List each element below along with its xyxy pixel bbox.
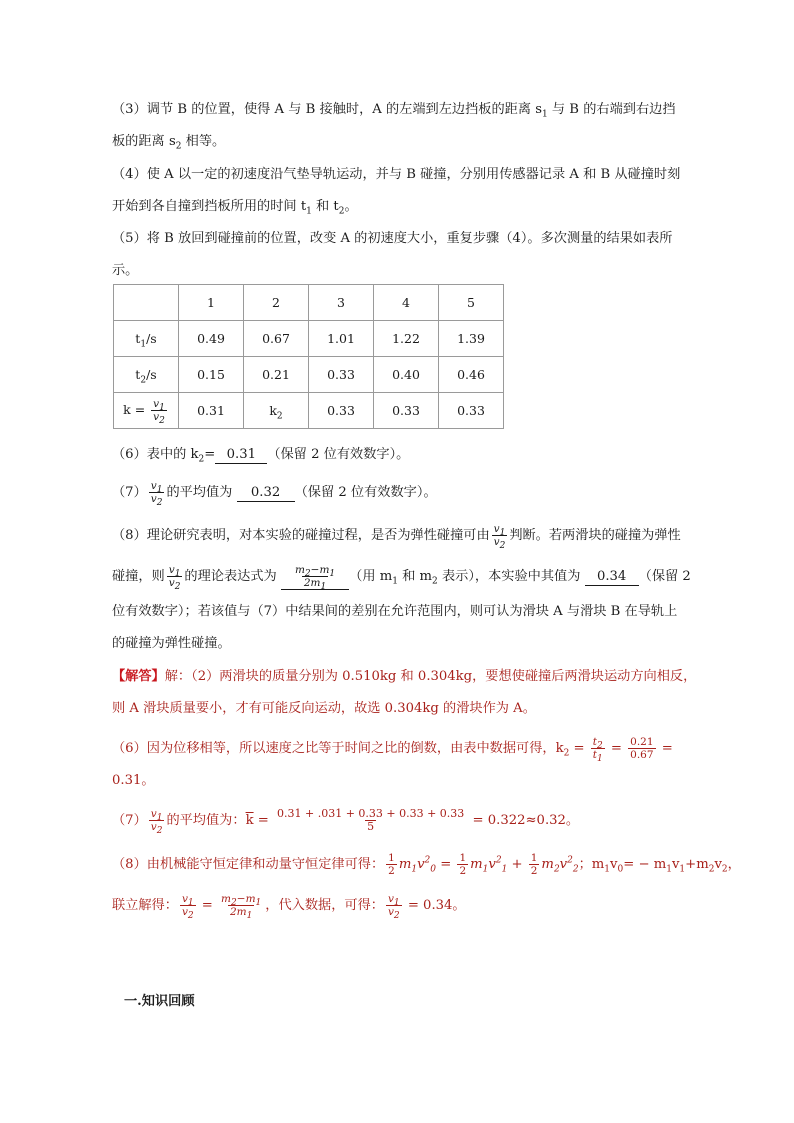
v1-over-v2-fraction: $\frac{v_1}{v_2}$ <box>181 893 194 922</box>
table-header-cell: 2 <box>244 285 309 321</box>
v1-over-v2-fraction: $\frac{v_1}{v_2}$ <box>150 480 163 509</box>
v1-over-v2-fraction: $\frac{v_1}{v_2}$ <box>150 808 163 837</box>
solution-tag: 【解答】 <box>112 669 165 684</box>
solution-line6: （8）由机械能守恒定律和动量守恒定律可得： $\frac{1}{2}$ $m_1v^2_0$ = $\frac{1}{2}$ $m_1v^2_1$ + $\frac{1}{2}$ $m_2v^2_2$；$m_1v_0= - m_1v_1+m_2v_2$， <box>112 852 741 877</box>
table-cell: 0.15 <box>179 357 244 393</box>
t2-over-t1-fraction: $\frac{t_2}{t_1}$ <box>592 736 603 765</box>
row-label-t1: $t_1/s$ <box>114 321 179 357</box>
table-header-cell: 4 <box>374 285 439 321</box>
step4-line2: 开始到各自撞到挡板所用的时间 $t_1$ 和 $t_2$。 <box>112 199 358 217</box>
table-header-cell: 3 <box>309 285 374 321</box>
table-row-t2 <box>114 357 504 393</box>
q8-expression-blank: $\frac{m_2-m_1}{2m_1}$ <box>281 564 349 590</box>
table-cell: 0.46 <box>439 357 504 393</box>
solution-line3: （6）因为位移相等，所以速度之比等于时间之比的倒数，由表中数据可得，$k_2$ = $\frac{t_2}{t_1}$ = $\frac{0.21}{0.67}$ = <box>112 736 673 765</box>
half-fraction: $\frac{1}{2}$ <box>388 852 395 877</box>
table-cell: 1.39 <box>439 321 504 357</box>
step3-line2: 板的距离 $s_2$ 相等。 <box>112 134 226 152</box>
table-cell: 1.22 <box>374 321 439 357</box>
v1-over-v2-fraction: $\frac{v_1}{v_2}$ <box>168 564 181 593</box>
table-cell: 0.33 <box>309 393 374 429</box>
q8-line4: 的碰撞为弹性碰撞。 <box>112 636 231 651</box>
q6-line: （6）表中的 $k_2= 0.31$ （保留 2 位有效数字）。 <box>112 447 410 465</box>
step5-line1: （5）将 B 放回到碰撞前的位置，改变 A 的初速度大小，重复步骤（4）。多次测量的结果如表所 <box>112 231 673 246</box>
table-header-cell: 1 <box>179 285 244 321</box>
q8-value-blank: 0.34 <box>585 569 639 586</box>
table-header-cell: 5 <box>439 285 504 321</box>
k-bar: $\overline{k}$ <box>245 813 254 828</box>
step3-line1: （3）调节 B 的位置，使得 A 与 B 接触时，A 的左端到左边挡板的距离 $s_1$ 与 B 的右端到右边挡 <box>112 102 676 120</box>
step4-line1: （4）使 A 以一定的初速度沿气垫导轨运动，并与 B 碰撞，分别用传感器记录 A 和 B 从碰撞时刻 <box>112 167 681 182</box>
q8-line3: 位有效数字）；若该值与（7）中结果间的差别在允许范围内，则可认为滑块 A 与滑块 B 在导轨上 <box>112 604 678 619</box>
q8-line1: （8）理论研究表明，对本实验的碰撞过程，是否为弹性碰撞可由 $\frac{v_1}{v_2}$ 判断。若两滑块的碰撞为弹性 <box>112 523 681 552</box>
measurement-table <box>113 284 504 429</box>
section-heading: 一.知识回顾 <box>124 994 195 1009</box>
table-header-cell <box>114 285 179 321</box>
table-cell: 0.49 <box>179 321 244 357</box>
table-cell: 0.33 <box>309 357 374 393</box>
v1-over-v2-fraction: $\frac{v_1}{v_2}$ <box>493 523 506 552</box>
table-cell: 0.31 <box>179 393 244 429</box>
row-label-k: k = $\frac{v_1}{v_2}$ <box>114 393 179 429</box>
q7-line: （7） $\frac{v_1}{v_2}$ 的平均值为 0.32 （保留 2 位有效数字）。 <box>112 480 437 509</box>
step5-line2: 示。 <box>112 263 139 278</box>
solution-line7: 联立解得： $\frac{v_1}{v_2}$ = $\frac{m_2-m_1}{2m_1}$ ，代入数据，可得： $\frac{v_1}{v_2}$ = 0.34。 <box>112 893 466 922</box>
half-fraction: $\frac{1}{2}$ <box>459 852 467 877</box>
q6-answer-blank: 0.31 <box>215 447 267 464</box>
table-cell: 0.21 <box>244 357 309 393</box>
q7-answer-blank: 0.32 <box>237 485 295 502</box>
row-label-t2: $t_2/s$ <box>114 357 179 393</box>
table-header-row <box>114 285 504 321</box>
table-cell: 0.33 <box>374 393 439 429</box>
solution-line1: 【解答】解：（2）两滑块的质量分别为 0.510kg 和 0.304kg，要想使碰撞后两滑块运动方向相反， <box>112 669 697 684</box>
solution-line2: 则 A 滑块质量要小，才有可能反向运动，故选 0.304kg 的滑块作为 A。 <box>112 701 536 716</box>
table-cell: $k_2$ <box>244 393 309 429</box>
table-cell: 0.33 <box>439 393 504 429</box>
table-cell: 0.40 <box>374 357 439 393</box>
table-cell: 0.67 <box>244 321 309 357</box>
numeric-fraction: $\frac{0.21}{0.67}$ <box>630 736 654 761</box>
half-fraction: $\frac{1}{2}$ <box>530 852 538 877</box>
average-fraction: $\frac{0.31 + .031 + 0.33 + 0.33 + 0.33}{5}$ <box>277 807 465 833</box>
table-row-t1 <box>114 321 504 357</box>
q8-line2: 碰撞，则 $\frac{v_1}{v_2}$ 的理论表达式为 $\frac{m_2-m_1}{2m_1}$ （用 $m_1$ 和 $m_2$ 表示），本实验中其值为 0.34 （保留 2 <box>112 564 691 593</box>
solution-line5: （7） $\frac{v_1}{v_2}$ 的平均值为：$\overline{k}$ = $\frac{0.31 + .031 + 0.33 + 0.33 + 0.33}{5}$ = 0.322≈0.32。 <box>112 807 580 837</box>
table-cell: 1.01 <box>309 321 374 357</box>
v1-over-v2-fraction: $\frac{v_1}{v_2}$ <box>387 893 400 922</box>
mass-expression-fraction: $\frac{m_2-m_1}{2m_1}$ <box>221 893 262 922</box>
table-row-k <box>114 393 504 429</box>
solution-line4: 0.31。 <box>112 773 155 788</box>
